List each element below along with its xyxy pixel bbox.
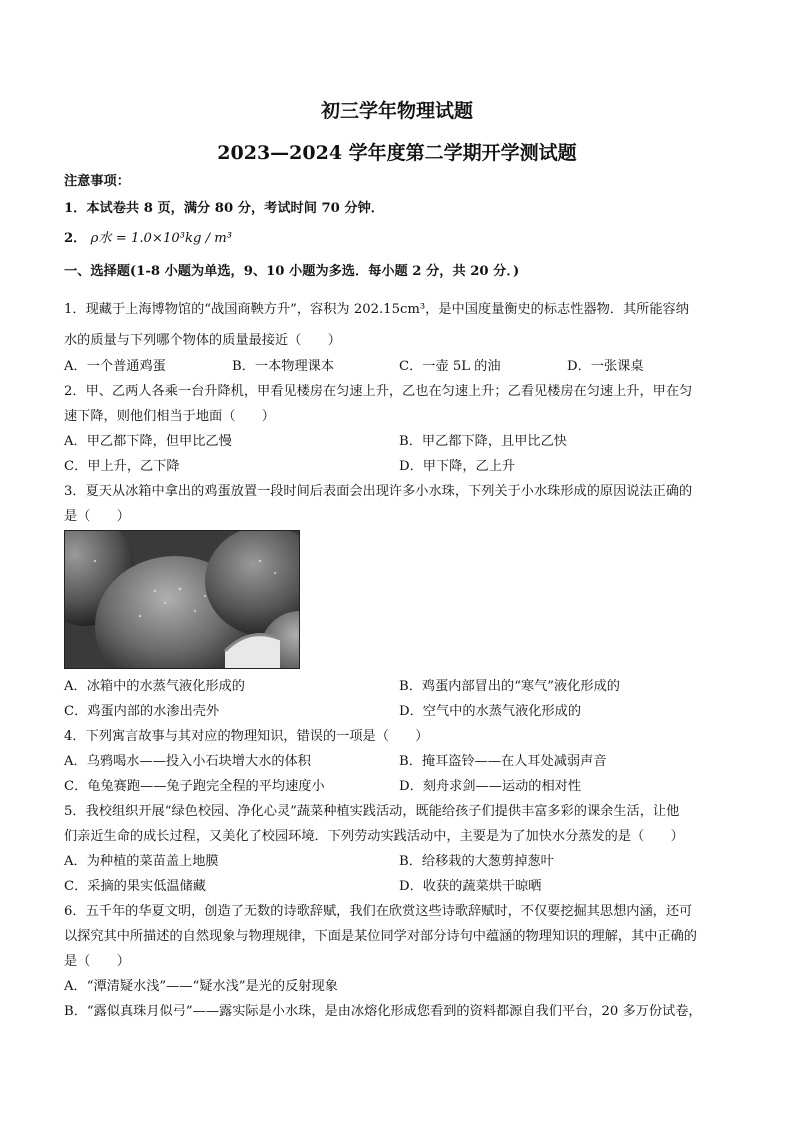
q5-option-c: C．采摘的果实低温储藏 <box>64 879 206 894</box>
question-6-line-1: 6．五千年的华夏文明，创造了无数的诗歌辞赋，我们在欣赏这些诗歌辞赋时，不仅要挖掘其思想内涵，还可 <box>64 904 693 919</box>
question-4-line-1: 4．下列寓言故事与其对应的物理知识，错误的一项是（ ） <box>64 729 429 744</box>
q5-option-a: A．为种植的菜苗盖上地膜 <box>64 854 219 869</box>
question-1-line-1: 1．现藏于上海博物馆的“战国商鞅方升”，容积为 202.15cm³，是中国度量衡史的标志性器物．其所能容纳 <box>64 302 689 317</box>
notes-item-1: 1．本试卷共 8 页，满分 80 分，考试时间 70 分钟． <box>64 201 384 216</box>
q1-option-b: B．一本物理课本 <box>232 359 335 374</box>
question-5-line-1: 5．我校组织开展“绿色校园、净化心灵”蔬菜种植实践活动，既能给孩子们提供丰富多彩的课余生活，让他 <box>64 804 680 819</box>
q4-option-d: D．刻舟求剑——运动的相对性 <box>399 779 582 794</box>
water-density-formula: ρ水 = 1.0×10³kg / m³ <box>90 231 233 246</box>
q5-option-b: B．给移栽的大葱剪掉葱叶 <box>399 854 554 869</box>
q3-option-d: D．空气中的水蒸气液化形成的 <box>399 704 582 719</box>
q2-option-c: C．甲上升，乙下降 <box>64 459 180 474</box>
question-2-line-2: 速下降，则他们相当于地面（ ） <box>64 409 275 424</box>
question-5-line-2: 们亲近生命的成长过程，又美化了校园环境．下列劳动实践活动中，主要是为了加快水分蒸发的是（ ） <box>64 829 684 844</box>
question-3-line-2: 是（ ） <box>64 509 130 524</box>
eggs-photo-illustration <box>65 531 299 668</box>
q5-option-d: D．收获的蔬菜烘干晾晒 <box>399 879 542 894</box>
q4-option-b: B．掩耳盗铃——在人耳处减弱声音 <box>399 754 607 769</box>
q6-option-a: A．“潭清疑水浅”——“疑水浅”是光的反射现象 <box>64 979 338 994</box>
q2-option-b: B．甲乙都下降，且甲比乙快 <box>399 434 567 449</box>
q4-option-c: C．龟兔赛跑——兔子跑完全程的平均速度小 <box>64 779 325 794</box>
q3-option-c: C．鸡蛋内部的水渗出壳外 <box>64 704 220 719</box>
section-1-heading: 一、选择题(1-8 小题为单选，9、10 小题为多选．每小题 2 分，共 20 分．) <box>64 264 520 279</box>
question-1-line-2: 水的质量与下列哪个物体的质量最接近（ ） <box>64 333 341 348</box>
exam-subtitle: 2023—2024 学年度第二学期开学测试题 <box>217 142 577 164</box>
q3-option-b: B．鸡蛋内部冒出的“寒气”液化形成的 <box>399 679 620 694</box>
notes-heading: 注意事项： <box>64 174 130 189</box>
notes-item-2 <box>64 230 734 248</box>
q6-option-b: B．“露似真珠月似弓”——露实际是小水珠，是由冰熔化形成您看到的资料都源自我们平台，20 多万份试卷， <box>64 1004 702 1019</box>
notes-item-2-number: 2． <box>64 231 87 246</box>
question-6-line-3: 是（ ） <box>64 954 130 969</box>
question-6-line-2: 以探究其中所描述的自然现象与物理规律，下面是某位同学对部分诗句中蕴涵的物理知识的理解，其中正确的 <box>64 929 697 944</box>
exam-title: 初三学年物理试题 <box>320 100 473 122</box>
question-3-line-1: 3．夏天从冰箱中拿出的鸡蛋放置一段时间后表面会出现许多小水珠，下列关于小水珠形成的原因说法正确的 <box>64 484 693 499</box>
q1-option-a: A．一个普通鸡蛋 <box>64 359 166 374</box>
q2-option-a: A．甲乙都下降，但甲比乙慢 <box>64 434 232 449</box>
question-2-line-1: 2．甲、乙两人各乘一台升降机，甲看见楼房在匀速上升，乙也在匀速上升；乙看见楼房在匀速上升，甲在匀 <box>64 384 693 399</box>
q1-option-d: D．一张课桌 <box>567 359 644 374</box>
q1-option-c: C．一壶 5L 的油 <box>399 359 501 374</box>
q3-option-a: A．冰箱中的水蒸气液化形成的 <box>64 679 245 694</box>
q2-option-d: D．甲下降，乙上升 <box>399 459 516 474</box>
q4-option-a: A．乌鸦喝水——投入小石块增大水的体积 <box>64 754 311 769</box>
eggs-photo <box>64 530 300 669</box>
